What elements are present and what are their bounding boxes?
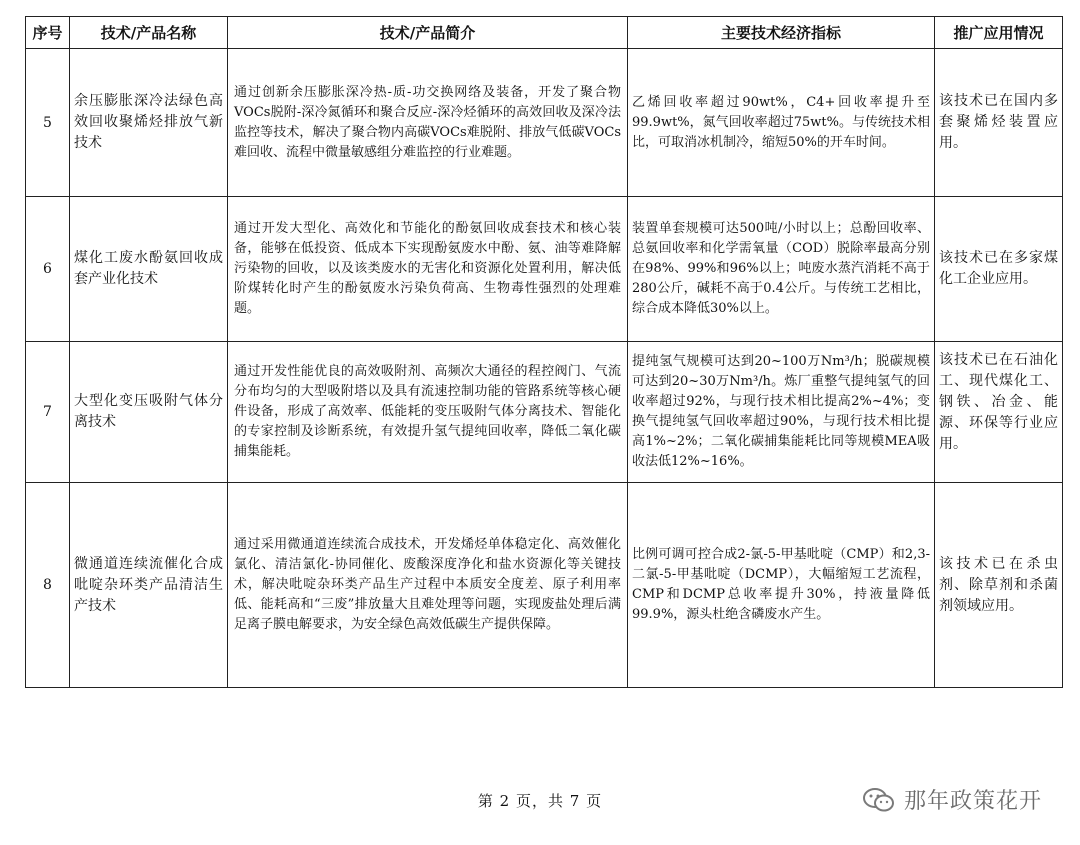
header-name: 技术/产品名称 bbox=[70, 17, 228, 49]
technical-indicators: 提纯氢气规模可达到20~100万Nm³/h；脱碳规模可达到20~30万Nm³/h。炼厂重整气提纯氢气的回收率超过92%，与现行技术相比提高2%~4%；变换气提纯氢气回收率超过90%，与现行技术相比提高1%~2%；二氧化碳捕集能耗比同等规模MEA吸收法低12%~16%。 bbox=[628, 342, 935, 483]
header-no: 序号 bbox=[26, 17, 70, 49]
watermark-text: 那年政策花开 bbox=[903, 789, 1042, 814]
technology-description: 通过创新余压膨胀深冷热-质-功交换网络及装备，开发了聚合物VOCs脱附-深冷氮循环和聚合反应-深冷烃循环的高效回收及深冷法监控等技术，解决了聚合物内高碳VOCs难脱附、排放气低碳VOCs难回收、流程中微量敏感组分难监控的行业难题。 bbox=[228, 49, 628, 197]
application-status: 该技术已在多家煤化工企业应用。 bbox=[935, 197, 1063, 342]
technology-name: 大型化变压吸附气体分离技术 bbox=[70, 342, 228, 483]
technical-indicators: 比例可调可控合成2-氯-5-甲基吡啶（CMP）和2,3-二氯-5-甲基吡啶（DCMP），大幅缩短工艺流程，CMP和DCMP总收率提升30%，持液量降低99.9%，源头杜绝含磷废水产生。 bbox=[628, 483, 935, 688]
row-number: 5 bbox=[26, 49, 70, 197]
header-desc: 技术/产品简介 bbox=[228, 17, 628, 49]
technology-table bbox=[25, 16, 1063, 688]
row-number: 7 bbox=[26, 342, 70, 483]
header-indicators: 主要技术经济指标 bbox=[628, 17, 935, 49]
application-status: 该技术已在国内多套聚烯烃装置应用。 bbox=[935, 49, 1063, 197]
wechat-icon bbox=[862, 786, 896, 814]
technology-name: 煤化工废水酚氨回收成套产业化技术 bbox=[70, 197, 228, 342]
technical-indicators: 装置单套规模可达500吨/小时以上；总酚回收率、总氨回收率和化学需氧量（COD）脱除率最高分别在98%、99%和96%以上；吨废水蒸汽消耗不高于280公斤，碱耗不高于0.4公斤。与传统工艺相比，综合成本降低30%以上。 bbox=[628, 197, 935, 342]
row-number: 8 bbox=[26, 483, 70, 688]
technical-indicators: 乙烯回收率超过90wt%，C4+回收率提升至99.9wt%，氮气回收率超过75wt%。与传统技术相比，可取消冰机制冷，缩短50%的开车时间。 bbox=[628, 49, 935, 197]
watermark bbox=[862, 784, 1042, 815]
technology-description: 通过采用微通道连续流合成技术，开发烯烃单体稳定化、高效催化氯化、清洁氯化-协同催化、废酸深度净化和盐水资源化等关键技术，解决吡啶杂环类产品生产过程中本质安全度差、原子利用率低、能耗高和“三废”排放量大且难处理等问题，实现废盐处理后满足离子膜电解要求，为安全绿色高效低碳生产提供保障。 bbox=[228, 483, 628, 688]
table-header-row bbox=[26, 17, 1063, 49]
table-row bbox=[26, 483, 1063, 688]
application-status: 该技术已在杀虫剂、除草剂和杀菌剂领域应用。 bbox=[935, 483, 1063, 688]
technology-name: 余压膨胀深冷法绿色高效回收聚烯烃排放气新技术 bbox=[70, 49, 228, 197]
table-row bbox=[26, 49, 1063, 197]
row-number: 6 bbox=[26, 197, 70, 342]
technology-description: 通过开发性能优良的高效吸附剂、高频次大通径的程控阀门、气流分布均匀的大型吸附塔以及具有流速控制功能的管路系统等核心硬件设备，形成了高效率、低能耗的变压吸附气体分离技术、智能化的专家控制及诊断系统，有效提升氢气提纯回收率，降低二氧化碳捕集能耗。 bbox=[228, 342, 628, 483]
header-application: 推广应用情况 bbox=[935, 17, 1063, 49]
table-row bbox=[26, 342, 1063, 483]
technology-name: 微通道连续流催化合成吡啶杂环类产品清洁生产技术 bbox=[70, 483, 228, 688]
application-status: 该技术已在石油化工、现代煤化工、钢铁、冶金、能源、环保等行业应用。 bbox=[935, 342, 1063, 483]
table-row bbox=[26, 197, 1063, 342]
page-number: 第 2 页，共 7 页 bbox=[477, 792, 603, 810]
technology-description: 通过开发大型化、高效化和节能化的酚氨回收成套技术和核心装备，能够在低投资、低成本下实现酚氨废水中酚、氨、油等难降解污染物的回收，以及该类废水的无害化和资源化处置利用，解决低阶煤转化时产生的酚氨废水污染负荷高、生物毒性强烈的处理难题。 bbox=[228, 197, 628, 342]
